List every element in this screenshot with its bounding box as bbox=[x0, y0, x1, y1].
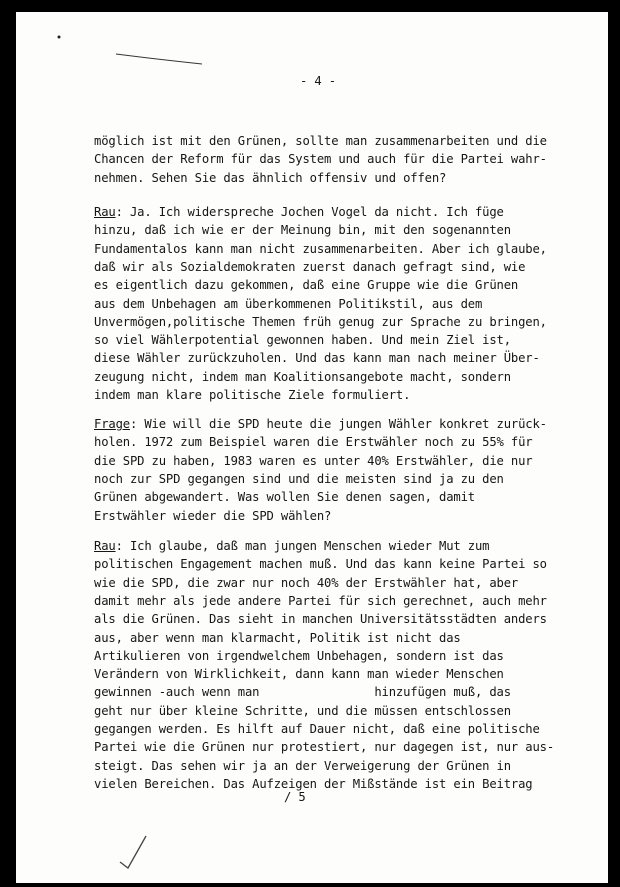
text-line bbox=[94, 722, 540, 736]
text-line bbox=[94, 490, 475, 504]
line-text: als die Grünen. Das sieht in manchen Universitätsstädten anders bbox=[94, 612, 547, 627]
text-line bbox=[94, 509, 331, 523]
text-line bbox=[94, 315, 547, 329]
text-line bbox=[94, 388, 410, 402]
text-line bbox=[94, 649, 504, 663]
line-text: so viel Wählerpotential gewonnen haben. Und mein Ziel ist, bbox=[94, 333, 511, 348]
line-text: holen. 1972 zum Beispiel waren die Erstwähler noch zu 55% für bbox=[94, 435, 533, 450]
document-page bbox=[16, 12, 608, 883]
text-line bbox=[94, 260, 525, 274]
text-line bbox=[94, 370, 511, 384]
line-text: indem man klare politische Ziele formuliert. bbox=[94, 388, 411, 402]
text-line bbox=[94, 539, 489, 553]
line-text: zeugung nicht, indem man Koalitionsangebote macht, sondern bbox=[94, 369, 511, 384]
line-text: wie die SPD, die zwar nur noch 40% der Erstwähler hat, aber bbox=[94, 575, 519, 590]
line-text: Grünen abgewandert. Was wollen Sie denen sagen, damit bbox=[94, 490, 475, 505]
line-text: steigt. Das sehen wir ja an der Verweigerung der Grünen in bbox=[94, 758, 511, 773]
text-line bbox=[94, 685, 511, 699]
line-text: : Ja. Ich widerspreche Jochen Vogel da nicht. Ich füge bbox=[115, 205, 504, 219]
text-line bbox=[94, 759, 511, 773]
text-line bbox=[94, 631, 461, 645]
text-line bbox=[94, 576, 518, 590]
text-line bbox=[94, 417, 547, 431]
line-text: Erstwähler wieder die SPD wählen? bbox=[94, 508, 332, 523]
line-text: die SPD zu haben, 1983 waren es unter 40% Erstwähler, die nur bbox=[94, 453, 533, 468]
line-text: Fundamentalos kann man nicht zusammenarbeiten. Aber ich glaube, bbox=[94, 241, 547, 256]
speaker-label: Frage bbox=[94, 417, 130, 431]
text-line bbox=[94, 612, 547, 626]
line-text: diese Wähler zurückzuholen. Und das kann man nach meiner Über- bbox=[94, 351, 540, 366]
line-text: politischen Engagement machen muß. Und das kann keine Partei so bbox=[94, 557, 547, 572]
line-text: Partei wie die Grünen nur protestiert, nur dagegen ist, nur aus- bbox=[94, 740, 554, 755]
line-text: : Wie will die SPD heute die jungen Wähler konkret zurück- bbox=[129, 417, 547, 431]
speaker-label: Rau bbox=[94, 205, 116, 219]
text-line bbox=[94, 152, 547, 166]
line-text: Chancen der Reform für das System und auch für die Partei wahr- bbox=[94, 152, 547, 167]
next-page-marker: / 5 bbox=[284, 790, 306, 804]
text-line bbox=[94, 704, 511, 718]
line-text: gegangen werden. Es hilft auf Dauer nicht, daß eine politische bbox=[94, 722, 540, 736]
text-line bbox=[94, 594, 547, 608]
text-line bbox=[94, 297, 482, 311]
line-text: möglich ist mit den Grünen, sollte man zusammenarbeiten und die bbox=[94, 134, 547, 148]
line-text: geht nur über kleine Schritte, und die müssen entschlossen bbox=[94, 703, 511, 718]
line-text: noch zur SPD gegangen sind und die meisten sind ja zu den bbox=[94, 471, 504, 486]
line-text: vielen Bereichen. Das Aufzeigen der Mißstände ist ein Beitrag bbox=[94, 776, 533, 791]
line-text: hinzu, daß ich wie er der Meinung bin, mit den sogenannten bbox=[94, 223, 511, 238]
line-text: es eigentlich dazu gekommen, daß eine Gruppe wie die Grünen bbox=[94, 278, 519, 293]
text-line bbox=[94, 740, 554, 754]
line-text: Unvermögen,politische Themen früh genug zur Sprache zu bringen, bbox=[94, 314, 547, 329]
speaker-label: Rau bbox=[94, 539, 116, 553]
page-number: - 4 - bbox=[300, 74, 336, 88]
text-line bbox=[94, 454, 532, 468]
line-text: daß wir als Sozialdemokraten zuerst danach gefragt sind, wie bbox=[94, 259, 526, 274]
text-line bbox=[94, 351, 540, 365]
pen-stroke-mark bbox=[114, 50, 204, 70]
scan-dot bbox=[56, 34, 64, 42]
text-line bbox=[94, 205, 504, 219]
checkmark-annotation bbox=[116, 832, 156, 872]
text-line bbox=[94, 223, 511, 237]
line-text: aus dem Unbehagen am überkommenen Politikstil, aus dem bbox=[94, 296, 483, 311]
text-line bbox=[94, 171, 446, 185]
line-text: Verändern von Wirklichkeit, dann kann man wieder Menschen bbox=[94, 667, 504, 682]
text-line bbox=[94, 667, 504, 681]
line-text: : Ich glaube, daß man jungen Menschen wieder Mut zum bbox=[115, 539, 490, 553]
line-text: aus, aber wenn man klarmacht, Politik ist nicht das bbox=[94, 630, 461, 645]
text-line bbox=[94, 278, 518, 292]
line-text: damit mehr als jede andere Partei für sich gerechnet, auch mehr bbox=[94, 593, 547, 608]
text-line bbox=[94, 242, 547, 256]
text-line bbox=[94, 333, 511, 347]
text-line bbox=[94, 777, 532, 791]
text-line bbox=[94, 472, 504, 486]
line-text: Artikulieren von irgendwelchem Unbehagen, sondern ist das bbox=[94, 648, 504, 663]
line-text: gewinnen -auch wenn man hinzufügen muß, das bbox=[94, 685, 511, 700]
text-line bbox=[94, 134, 547, 148]
text-line bbox=[94, 435, 532, 449]
text-line bbox=[94, 557, 547, 571]
line-text: nehmen. Sehen Sie das ähnlich offensiv und offen? bbox=[94, 170, 447, 185]
